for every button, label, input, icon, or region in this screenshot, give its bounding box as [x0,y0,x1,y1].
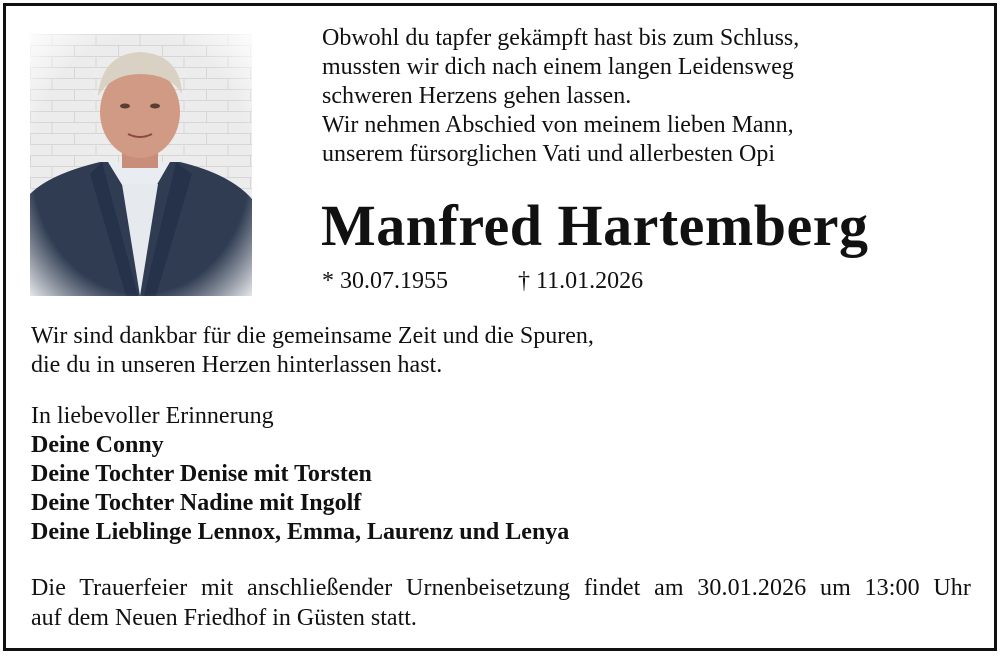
intro-line: Wir nehmen Abschied von meinem lieben Mann, [322,112,794,138]
intro-line: Obwohl du tapfer gekämpft hast bis zum Schluss, [322,25,800,51]
life-dates [322,266,643,296]
thanks-text [31,322,594,380]
funeral-notice [31,573,971,633]
funeral-line: Die Trauerfeier mit anschließender Urnenbeisetzung findet am 30.01.2026 um 13:00 Uhr [31,575,971,601]
mourner-name: Deine Tochter Denise mit Torsten [31,461,372,487]
mourners-heading: In liebevoller Erinnerung [31,403,274,429]
deceased-name: Manfred Hartemberg [321,193,869,258]
mourners-block [31,402,569,547]
birth-date: * 30.07.1955 [322,268,448,294]
intro-verse [322,24,962,169]
mourner-name: Deine Conny [31,432,164,458]
intro-line: mussten wir dich nach einem langen Leidensweg [322,54,794,80]
intro-line: unserem fürsorglichen Vati und allerbesten Opi [322,141,775,167]
intro-line: schweren Herzens gehen lassen. [322,83,632,109]
thanks-line: die du in unseren Herzen hinterlassen hast. [31,352,443,378]
mourner-name: Deine Tochter Nadine mit Ingolf [31,490,362,516]
thanks-line: Wir sind dankbar für die gemeinsame Zeit und die Spuren, [31,323,594,349]
mourner-name: Deine Lieblinge Lennox, Emma, Laurenz und Lenya [31,519,570,545]
death-date: † 11.01.2026 [518,268,644,294]
funeral-line: auf dem Neuen Friedhof in Güsten statt. [31,605,417,631]
portrait-photo [30,34,252,296]
